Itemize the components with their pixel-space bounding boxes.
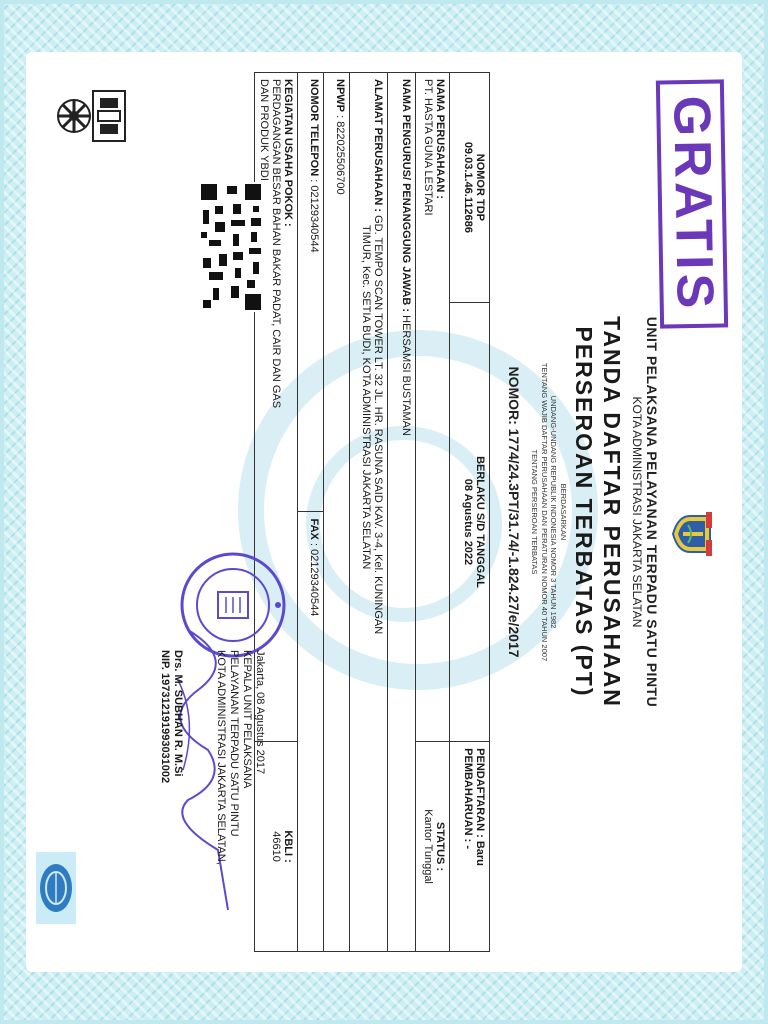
address-line-1: GD. TEMPO SCAN TOWER LT. 32 JL. HR. RASUNA SAID KAV. 3-4, Kel. KUNINGAN xyxy=(372,215,384,635)
status-label: STATUS : xyxy=(434,822,446,872)
phone-value: 02129340544 xyxy=(308,185,320,253)
address-line-2: TIMUR, Kec. SETIA BUDI, KOTA ADMINISTRASI JAKARTA SELATAN xyxy=(360,225,372,570)
npwp-label: NPWP xyxy=(334,79,346,112)
basis-line: TENTANG PERSEROAN TERBATAS xyxy=(530,449,540,575)
sp-logo-icon xyxy=(54,90,126,142)
table-row xyxy=(450,73,490,952)
kbli-value: 46610 xyxy=(270,831,282,862)
validity-cell xyxy=(450,302,490,741)
phone-cell: NOMOR TELEPON : 02129340544 xyxy=(298,73,324,512)
office-city: KOTA ADMINISTRASI JAKARTA SELATAN xyxy=(630,396,644,628)
tdp-number-cell xyxy=(450,73,490,303)
activity-line-1: PERDAGANGAN BESAR BAHAN BAKAR PADAT, CAIR DAN GAS xyxy=(270,79,282,409)
table-row xyxy=(350,73,388,952)
registration-table xyxy=(254,72,490,952)
manager-cell: NAMA PENGURUS/ PENANGGUNG JAWAB : HERSAMSI BUSTAMAN xyxy=(388,73,416,952)
basis-line: BERDASARKAN xyxy=(559,483,568,541)
document-title xyxy=(570,0,626,1024)
company-label: NAMA PERUSAHAAN : xyxy=(434,79,446,199)
fax-cell: FAX : 02129340544 xyxy=(298,512,324,952)
kbli-label: KBLI : xyxy=(282,830,294,863)
manager-value: HERSAMSI BUSTAMAN xyxy=(400,315,412,436)
fax-label: FAX xyxy=(308,518,320,540)
basis-line: TENTANG WAJIB DAFTAR PERUSAHAAN DAN PERATURAN NOMOR 40 TAHUN 2007 xyxy=(540,362,549,662)
title-line-1: TANDA DAFTAR PERUSAHAAN xyxy=(599,316,625,708)
signer-name: Drs. M. SUBHAN R. M.Si xyxy=(172,650,184,777)
document-number: NOMOR: 1774/24.3PT/31.74/-1.824.27/e/2017 xyxy=(506,366,522,658)
phone-label: NOMOR TELEPON xyxy=(308,79,320,177)
office-name: UNIT PELAKSANA PELAYANAN TERPADU SATU PINTU xyxy=(644,316,660,708)
activity-line-2: DAN PRODUK YBDI xyxy=(258,79,270,181)
status-value: Kantor Tunggal xyxy=(422,809,434,884)
legal-basis xyxy=(530,0,568,1024)
signer-position: PELAYANAN TERPADU SATU PINTU xyxy=(228,650,240,837)
company-name: PT. HASTA GUNA LESTARI xyxy=(422,79,434,216)
qr-code-icon xyxy=(199,182,263,312)
tdp-number-value: 09.03.1.46.112686 xyxy=(462,141,474,233)
basis-line: UNDANG-UNDANG REPUBLIK INDONESIA NOMOR 3 TAHUN 1982 xyxy=(549,395,559,629)
npwp-cell: NPWP : 822025506700 xyxy=(324,73,350,952)
tdp-number-label: NOMOR TDP xyxy=(474,153,486,221)
table-row xyxy=(298,73,324,952)
fax-value: 02129340544 xyxy=(308,549,320,617)
table-row xyxy=(416,73,450,952)
registration-type: PENDAFTARAN : Baru xyxy=(474,748,486,866)
title-line-2: PERSEROAN TERBATAS (PT) xyxy=(571,326,597,698)
valid-date: 08 Agustus 2022 xyxy=(462,478,474,566)
npwp-value: 822025506700 xyxy=(334,121,346,195)
status-cell xyxy=(416,742,450,952)
signer-position: KEPALA UNIT PELAKSANA xyxy=(241,650,253,789)
company-cell xyxy=(416,73,450,742)
signature-place-date: Jakarta, 08 Agustus 2017 xyxy=(254,650,266,775)
renewal-value: PEMBAHARUAN : - xyxy=(462,748,474,849)
iso-badge-icon xyxy=(36,852,76,924)
gratis-stamp: GRATIS xyxy=(656,79,728,328)
jaya-raya-emblem-icon xyxy=(672,510,712,558)
valid-label: BERLAKU S/D TANGGAL xyxy=(474,456,486,588)
signer-nip: NIP. 197312191993031002 xyxy=(159,650,171,784)
activity-label: KEGIATAN USAHA POKOK : xyxy=(282,79,294,227)
signature-block xyxy=(158,650,266,950)
registration-cell xyxy=(450,742,490,952)
table-row xyxy=(388,73,416,952)
signer-position: KOTA ADMINISTRASI JAKARTA SELATAN, xyxy=(215,650,227,865)
address-cell xyxy=(350,73,388,952)
table-row xyxy=(324,73,350,952)
address-label: ALAMAT PERUSAHAAN : xyxy=(372,79,384,213)
manager-label: NAMA PENGURUS/ PENANGGUNG JAWAB xyxy=(400,79,412,306)
